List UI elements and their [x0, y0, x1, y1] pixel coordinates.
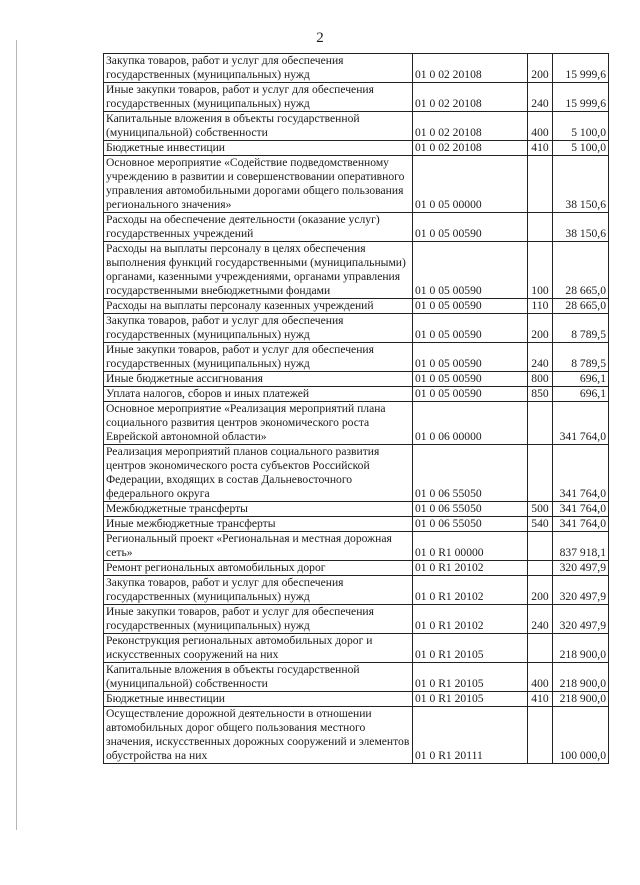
row-expense-type: 110 [528, 299, 553, 314]
row-amount: 341 764,0 [553, 445, 609, 502]
row-description: Межбюджетные трансферты [104, 502, 413, 517]
row-amount: 320 497,9 [553, 561, 609, 576]
row-expense-type: 410 [528, 141, 553, 156]
table-row [104, 692, 609, 707]
row-target-code: 01 0 R1 20102 [413, 576, 528, 605]
row-amount: 38 150,6 [553, 213, 609, 242]
row-amount: 320 497,9 [553, 605, 609, 634]
row-target-code: 01 0 R1 20111 [413, 707, 528, 764]
table-row [104, 299, 609, 314]
row-expense-type: 800 [528, 372, 553, 387]
row-description: Капитальные вложения в объекты государственной (муниципальной) собственности [104, 663, 413, 692]
row-amount: 100 000,0 [553, 707, 609, 764]
row-expense-type [528, 445, 553, 502]
table-row [104, 634, 609, 663]
row-expense-type: 240 [528, 605, 553, 634]
table-row [104, 156, 609, 213]
table-row [104, 663, 609, 692]
table-row [104, 314, 609, 343]
row-description: Расходы на обеспечение деятельности (оказание услуг) государственных учреждений [104, 213, 413, 242]
row-expense-type: 500 [528, 502, 553, 517]
row-target-code: 01 0 R1 20105 [413, 663, 528, 692]
row-description: Расходы на выплаты персоналу в целях обеспечения выполнения функций государственными (муниципальными) органами, казенными учреждениями, органами управления государственными внебюджетными фондами [104, 242, 413, 299]
row-amount: 341 764,0 [553, 517, 609, 532]
row-description: Иные бюджетные ассигнования [104, 372, 413, 387]
page-number: 2 [316, 30, 324, 46]
row-description: Региональный проект «Региональная и местная дорожная сеть» [104, 532, 413, 561]
row-target-code: 01 0 02 20108 [413, 112, 528, 141]
row-description: Основное мероприятие «Реализация мероприятий плана социального развития центров экономического роста Еврейской автономной области» [104, 402, 413, 445]
table-row [104, 561, 609, 576]
row-target-code: 01 0 R1 20105 [413, 634, 528, 663]
row-description: Иные закупки товаров, работ и услуг для обеспечения государственных (муниципальных) нужд [104, 83, 413, 112]
row-description: Бюджетные инвестиции [104, 141, 413, 156]
table-row [104, 605, 609, 634]
row-expense-type [528, 707, 553, 764]
row-target-code: 01 0 06 55050 [413, 502, 528, 517]
row-amount: 8 789,5 [553, 314, 609, 343]
row-target-code: 01 0 05 00590 [413, 343, 528, 372]
row-amount: 341 764,0 [553, 502, 609, 517]
row-expense-type: 240 [528, 83, 553, 112]
row-description: Капитальные вложения в объекты государственной (муниципальной) собственности [104, 112, 413, 141]
row-expense-type [528, 156, 553, 213]
row-target-code: 01 0 05 00590 [413, 242, 528, 299]
row-target-code: 01 0 02 20108 [413, 54, 528, 83]
row-target-code: 01 0 05 00590 [413, 387, 528, 402]
row-expense-type: 200 [528, 576, 553, 605]
row-target-code: 01 0 R1 00000 [413, 532, 528, 561]
row-amount: 320 497,9 [553, 576, 609, 605]
row-amount: 218 900,0 [553, 692, 609, 707]
row-description: Ремонт региональных автомобильных дорог [104, 561, 413, 576]
row-target-code: 01 0 05 00000 [413, 156, 528, 213]
table-row [104, 372, 609, 387]
table-row [104, 402, 609, 445]
row-description: Бюджетные инвестиции [104, 692, 413, 707]
row-description: Реконструкция региональных автомобильных дорог и искусственных сооружений на них [104, 634, 413, 663]
row-target-code: 01 0 05 00590 [413, 299, 528, 314]
row-target-code: 01 0 R1 20102 [413, 561, 528, 576]
table-row [104, 576, 609, 605]
row-amount: 15 999,6 [553, 83, 609, 112]
row-description: Закупка товаров, работ и услуг для обеспечения государственных (муниципальных) нужд [104, 54, 413, 83]
table-row [104, 141, 609, 156]
row-expense-type: 540 [528, 517, 553, 532]
row-target-code: 01 0 05 00590 [413, 372, 528, 387]
table-row [104, 112, 609, 141]
row-expense-type [528, 213, 553, 242]
row-expense-type: 410 [528, 692, 553, 707]
row-description: Уплата налогов, сборов и иных платежей [104, 387, 413, 402]
row-amount: 28 665,0 [553, 299, 609, 314]
row-amount: 341 764,0 [553, 402, 609, 445]
row-amount: 218 900,0 [553, 634, 609, 663]
table-row [104, 387, 609, 402]
row-expense-type: 100 [528, 242, 553, 299]
row-description: Иные закупки товаров, работ и услуг для обеспечения государственных (муниципальных) нужд [104, 605, 413, 634]
row-expense-type: 200 [528, 54, 553, 83]
row-expense-type [528, 532, 553, 561]
table-row [104, 213, 609, 242]
row-amount: 837 918,1 [553, 532, 609, 561]
row-expense-type [528, 402, 553, 445]
row-expense-type: 400 [528, 663, 553, 692]
row-target-code: 01 0 05 00590 [413, 314, 528, 343]
row-target-code: 01 0 R1 20102 [413, 605, 528, 634]
table-row [104, 83, 609, 112]
row-description: Реализация мероприятий планов социального развития центров экономического роста субъектов Российской Федерации, входящих в состав Дальневосточного федерального округа [104, 445, 413, 502]
row-amount: 696,1 [553, 387, 609, 402]
row-expense-type [528, 634, 553, 663]
row-description: Основное мероприятие «Содействие подведомственному учреждению в развитии и совершенствовании оперативного управления автомобильными дорогами общего пользования регионального значения» [104, 156, 413, 213]
table-row [104, 707, 609, 764]
row-description: Иные межбюджетные трансферты [104, 517, 413, 532]
table-row [104, 517, 609, 532]
row-amount: 5 100,0 [553, 112, 609, 141]
row-expense-type [528, 561, 553, 576]
row-target-code: 01 0 02 20108 [413, 83, 528, 112]
row-target-code: 01 0 06 00000 [413, 402, 528, 445]
table-row [104, 532, 609, 561]
row-amount: 38 150,6 [553, 156, 609, 213]
row-amount: 8 789,5 [553, 343, 609, 372]
table-row [104, 343, 609, 372]
row-target-code: 01 0 05 00590 [413, 213, 528, 242]
row-description: Закупка товаров, работ и услуг для обеспечения государственных (муниципальных) нужд [104, 314, 413, 343]
row-expense-type: 850 [528, 387, 553, 402]
table-row [104, 242, 609, 299]
row-target-code: 01 0 06 55050 [413, 445, 528, 502]
table-row [104, 445, 609, 502]
row-amount: 5 100,0 [553, 141, 609, 156]
row-expense-type: 240 [528, 343, 553, 372]
budget-table-body [104, 54, 609, 764]
row-expense-type: 200 [528, 314, 553, 343]
row-description: Осуществление дорожной деятельности в отношении автомобильных дорог общего пользования местного значения, искусственных дорожных сооружений и элементов обустройства на них [104, 707, 413, 764]
row-amount: 696,1 [553, 372, 609, 387]
row-amount: 28 665,0 [553, 242, 609, 299]
table-row [104, 54, 609, 83]
row-target-code: 01 0 R1 20105 [413, 692, 528, 707]
binding-margin-line [16, 40, 17, 830]
table-row [104, 502, 609, 517]
row-target-code: 01 0 06 55050 [413, 517, 528, 532]
row-amount: 15 999,6 [553, 54, 609, 83]
row-description: Закупка товаров, работ и услуг для обеспечения государственных (муниципальных) нужд [104, 576, 413, 605]
row-target-code: 01 0 02 20108 [413, 141, 528, 156]
row-description: Иные закупки товаров, работ и услуг для обеспечения государственных (муниципальных) нужд [104, 343, 413, 372]
budget-table [103, 53, 609, 764]
row-description: Расходы на выплаты персоналу казенных учреждений [104, 299, 413, 314]
row-amount: 218 900,0 [553, 663, 609, 692]
row-expense-type: 400 [528, 112, 553, 141]
